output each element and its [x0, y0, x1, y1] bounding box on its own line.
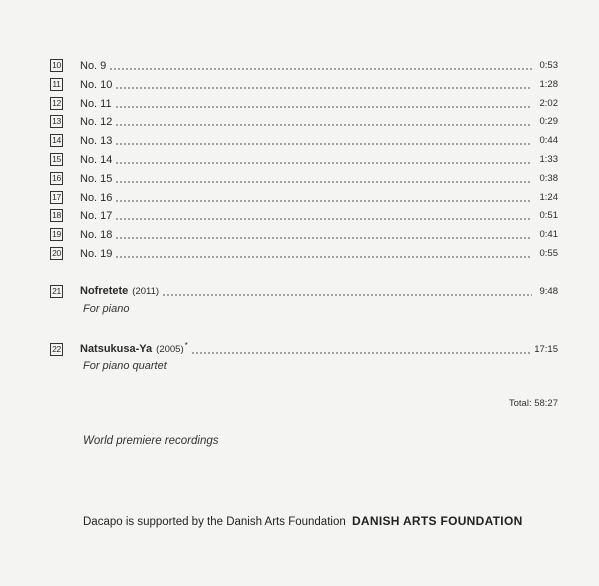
track-row [50, 55, 558, 73]
track-row [50, 168, 558, 186]
track-duration: 0:41 [539, 229, 558, 241]
track-title: No. 17 [80, 210, 113, 223]
track-duration: 1:33 [539, 154, 558, 165]
premiere-note: World premiere recordings [83, 435, 219, 447]
track-row [50, 149, 558, 167]
work-row-nofretete [50, 281, 558, 299]
track-title: No. 19 [80, 248, 113, 260]
footnote-asterisk: * [184, 341, 188, 350]
dot-leader [162, 294, 532, 296]
dot-leader [115, 237, 532, 239]
dot-leader [109, 68, 532, 70]
track-title: No. 15 [80, 172, 113, 185]
dot-leader [115, 106, 532, 108]
work-title [80, 339, 188, 357]
dot-leader [115, 162, 532, 164]
work-instrumentation: For piano [83, 303, 130, 315]
track-duration: 0:53 [539, 60, 558, 71]
track-row [50, 205, 558, 223]
dot-leader [115, 143, 532, 145]
track-row [50, 224, 558, 242]
dot-leader [191, 352, 530, 354]
dot-leader [115, 87, 532, 89]
work-title [80, 284, 159, 299]
track-title: No. 14 [80, 154, 113, 166]
track-row [50, 111, 558, 129]
track-number: 15 [50, 153, 63, 166]
track-duration: 0:38 [539, 172, 558, 184]
dot-leader [115, 124, 532, 126]
sponsor-text: Dacapo is supported by the Danish Arts Foundation [83, 516, 346, 528]
track-number: 14 [50, 134, 63, 147]
work-name: Natsukusa-Ya [80, 343, 153, 355]
track-duration: 1:24 [539, 191, 558, 203]
track-number: 11 [50, 78, 63, 91]
track-duration: 0:51 [539, 210, 558, 222]
dot-leader [115, 181, 532, 183]
track-title: No. 16 [80, 191, 113, 204]
track-number: 13 [50, 115, 63, 128]
track-number: 16 [50, 172, 63, 185]
dot-leader [115, 200, 532, 202]
track-title: No. 13 [80, 135, 113, 148]
track-row [50, 130, 558, 148]
danish-arts-foundation-logo: DANISH ARTS FOUNDATION [351, 514, 523, 528]
total-duration: Total: 58:27 [508, 398, 558, 409]
track-number: 18 [50, 209, 63, 222]
track-title: No. 11 [80, 97, 112, 110]
track-number: 12 [50, 97, 63, 110]
track-title: No. 18 [80, 229, 113, 242]
work-instrumentation: For piano quartet [83, 360, 167, 372]
track-number: 10 [50, 59, 63, 72]
track-row [50, 93, 558, 111]
track-duration: 17:15 [534, 344, 558, 355]
track-row [50, 187, 558, 205]
track-number: 21 [50, 285, 63, 298]
track-number: 22 [50, 343, 63, 356]
track-number: 20 [50, 247, 63, 260]
track-duration: 0:55 [539, 248, 558, 259]
dot-leader [115, 256, 532, 258]
track-duration: 0:44 [539, 135, 558, 147]
work-name: Nofretete [80, 285, 129, 297]
track-title: No. 12 [80, 116, 113, 129]
track-title: No. 10 [80, 78, 113, 91]
track-duration: 0:29 [539, 116, 558, 128]
track-duration: 1:28 [539, 78, 558, 90]
sponsor-footer [83, 514, 523, 528]
work-year: (2011) [132, 286, 160, 297]
track-row [50, 243, 558, 261]
track-number: 19 [50, 228, 63, 241]
work-row-natsukusa-ya [50, 339, 558, 357]
track-title: No. 9 [80, 60, 107, 72]
work-year: (2005) [156, 344, 184, 355]
dot-leader [115, 218, 532, 220]
track-duration: 2:02 [539, 97, 558, 109]
track-duration: 9:48 [539, 286, 558, 297]
track-number: 17 [50, 191, 63, 204]
track-row [50, 74, 558, 92]
